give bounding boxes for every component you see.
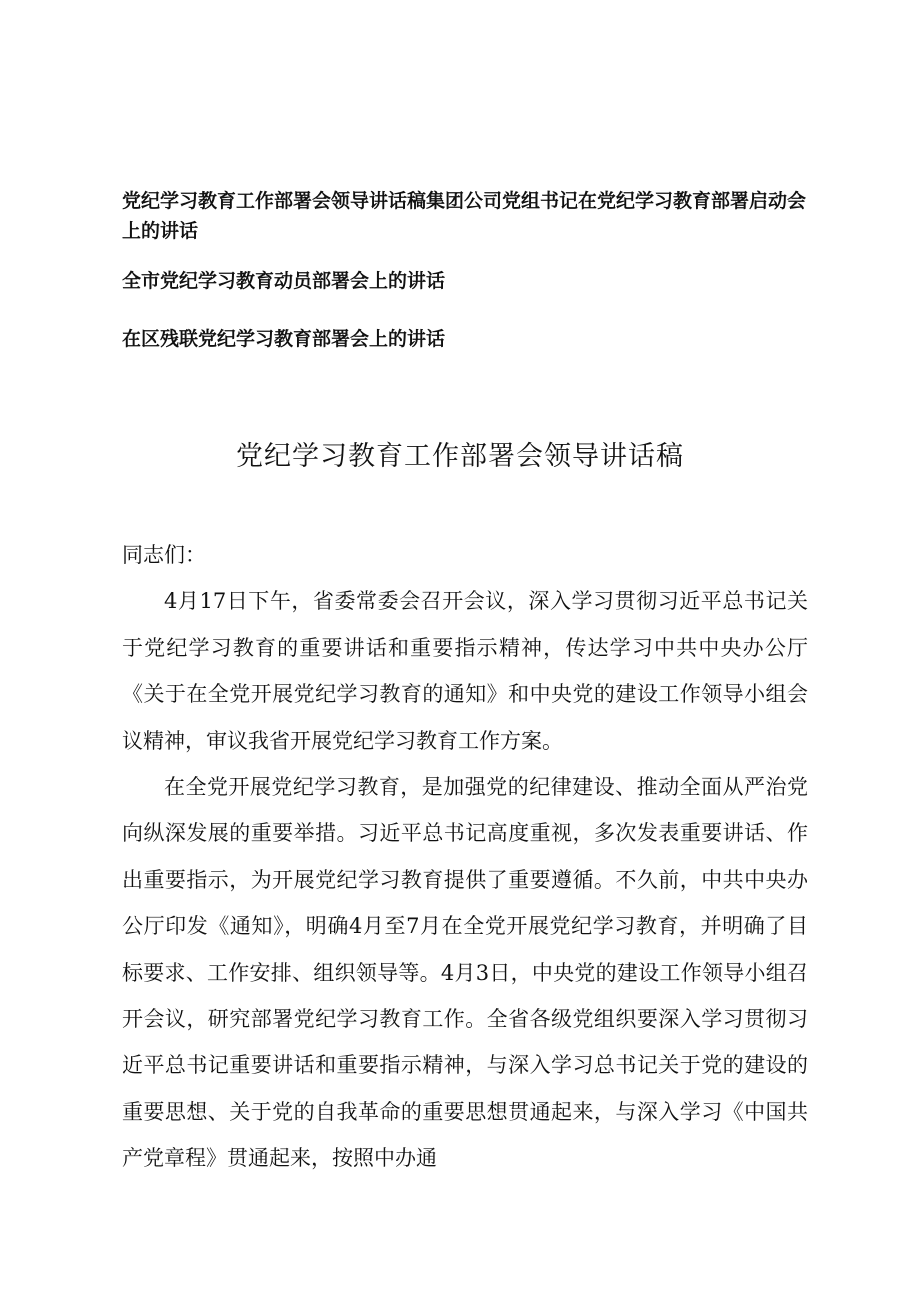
toc-item[interactable]: 党纪学习教育工作部署会领导讲话稿集团公司党组书记在党纪学习教育部署启动会上的讲话 <box>122 190 807 242</box>
toc-item[interactable]: 在区残联党纪学习教育部署会上的讲话 <box>122 328 446 350</box>
document-body <box>122 532 808 1182</box>
toc-item[interactable]: 全市党纪学习教育动员部署会上的讲话 <box>122 270 446 292</box>
body-paragraph: 在全党开展党纪学习教育，是加强党的纪律建设、推动全面从严治党向纵深发展的重要举措。习近平总书记高度重视，多次发表重要讲话、作出重要指示，为开展党纪学习教育提供了重要遵循。不久前，中共中央办公厅印发《通知》，明确4月至7月在全党开展党纪学习教育，并明确了目标要求、工作安排、组织领导等。4月3日，中央党的建设工作领导小组召开会议，研究部署党纪学习教育工作。全省各级党组织要深入学习贯彻习近平总书记重要讲话和重要指示精神，与深入学习总书记关于党的建设的重要思想、关于党的自我革命的重要思想贯通起来，与深入学习《中国共产党章程》贯通起来，按照中办通 <box>122 775 808 1171</box>
document-title: 党纪学习教育工作部署会领导讲话稿 <box>236 441 684 472</box>
body-paragraph: 4月17日下午，省委常委会召开会议，深入学习贯彻习近平总书记关于党纪学习教育的重要讲话和重要指示精神，传达学习中共中央办公厅《关于在全党开展党纪学习教育的通知》和中央党的建设工作领导小组会议精神，审议我省开展党纪学习教育工作方案。 <box>122 589 808 753</box>
table-of-contents <box>122 186 822 354</box>
salutation: 同志们： <box>122 543 206 567</box>
